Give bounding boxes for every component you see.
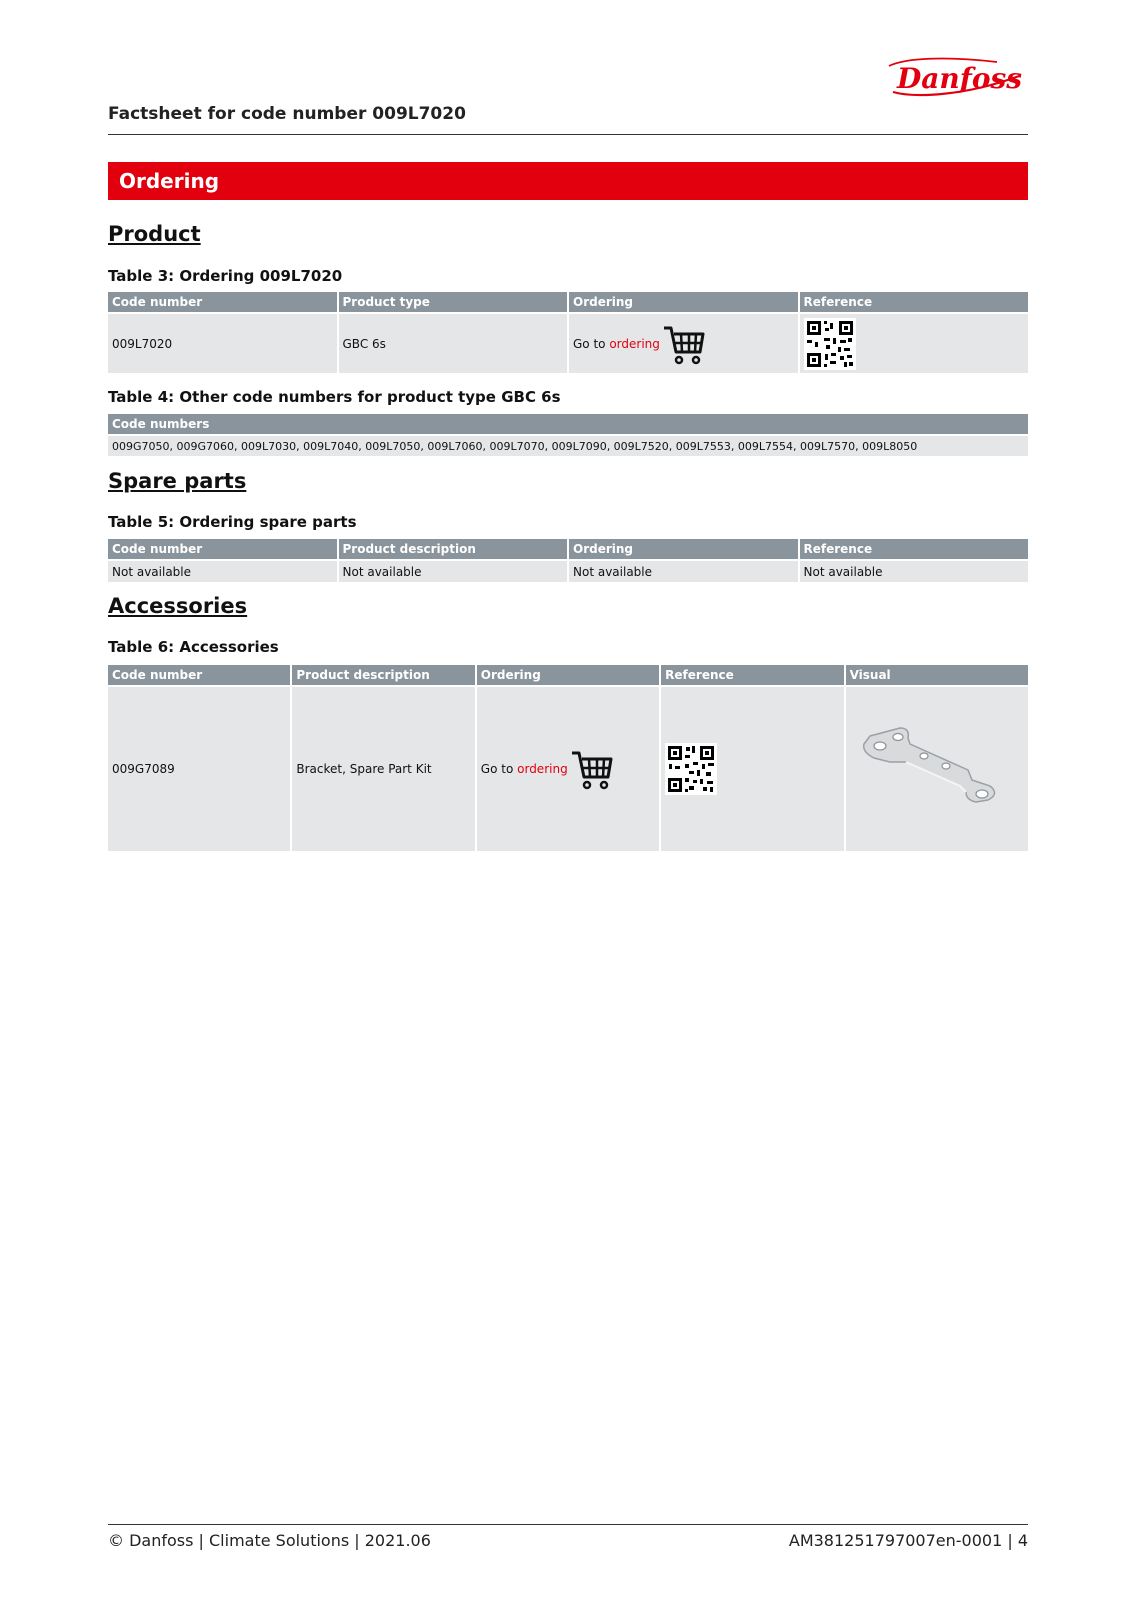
table5-code: Not available [108,561,337,582]
table6-reference-cell [661,687,843,851]
table3-ordering-cell [569,314,798,373]
section-title-bar: Ordering [108,162,1028,200]
ordering-link[interactable]: ordering [609,336,660,351]
table6-header-code: Code number [108,665,290,685]
table6-visual-cell [846,687,1028,851]
table3-code: 009L7020 [108,314,337,373]
table5-header-description: Product description [339,539,568,559]
table-row [108,687,1028,851]
table6-ordering-cell [477,687,659,851]
product-heading: Product [108,222,201,246]
table-row [108,314,1028,373]
table5-spare-parts [106,537,1030,584]
table6-code: 009G7089 [108,687,290,851]
header-divider [108,134,1028,135]
table4-value: 009G7050, 009G7060, 009L7030, 009L7040, 009L7050, 009L7060, 009L7070, 009L7090, 009L7520, 009L7553, 009L7554, 009L7570, 009L8050 [108,436,1028,456]
footer-divider [108,1524,1028,1525]
table3-header-type: Product type [339,292,568,312]
footer-copyright: © Danfoss | Climate Solutions | 2021.06 [108,1531,431,1550]
table5-header-code: Code number [108,539,337,559]
table6-header-reference: Reference [661,665,843,685]
go-to-text: Go to [480,762,514,776]
table4-header: Code numbers [108,414,1028,434]
table5-reference: Not available [800,561,1029,582]
table6-header-description: Product description [292,665,474,685]
table6-header-ordering: Ordering [477,665,659,685]
table6-accessories [106,663,1030,853]
table5-description: Not available [339,561,568,582]
table3-caption: Table 3: Ordering 009L7020 [108,267,343,285]
table4-caption: Table 4: Other code numbers for product type GBC 6s [108,388,561,406]
table3-header-ordering: Ordering [569,292,798,312]
svg-text:Danfoss: Danfoss [897,62,1023,95]
accessories-heading: Accessories [108,594,248,618]
table-row [108,436,1028,456]
table-row [108,561,1028,582]
table3-header-code: Code number [108,292,337,312]
cart-icon[interactable] [662,322,706,366]
table6-description: Bracket, Spare Part Kit [292,687,474,851]
document-title: Factsheet for code number 009L7020 [108,104,466,124]
table3-header-reference: Reference [800,292,1029,312]
table5-header-reference: Reference [800,539,1029,559]
ordering-link[interactable]: ordering [517,762,568,776]
qr-code-icon[interactable] [665,743,717,795]
table5-ordering: Not available [569,561,798,582]
bracket-image [850,718,1000,818]
table3-ordering [106,290,1030,375]
table3-reference-cell [800,314,1029,373]
qr-code-icon[interactable] [804,318,856,370]
spare-parts-heading: Spare parts [108,469,247,493]
table4-code-numbers [106,412,1030,458]
table6-header-visual: Visual [846,665,1028,685]
table3-type: GBC 6s [339,314,568,373]
danfoss-logo [885,52,1025,104]
table5-header-ordering: Ordering [569,539,798,559]
go-to-text: Go to [573,336,606,351]
table6-caption: Table 6: Accessories [108,638,279,656]
footer-document-number: AM381251797007en-0001 | 4 [788,1531,1028,1550]
cart-icon[interactable] [570,747,614,791]
table5-caption: Table 5: Ordering spare parts [108,513,357,531]
